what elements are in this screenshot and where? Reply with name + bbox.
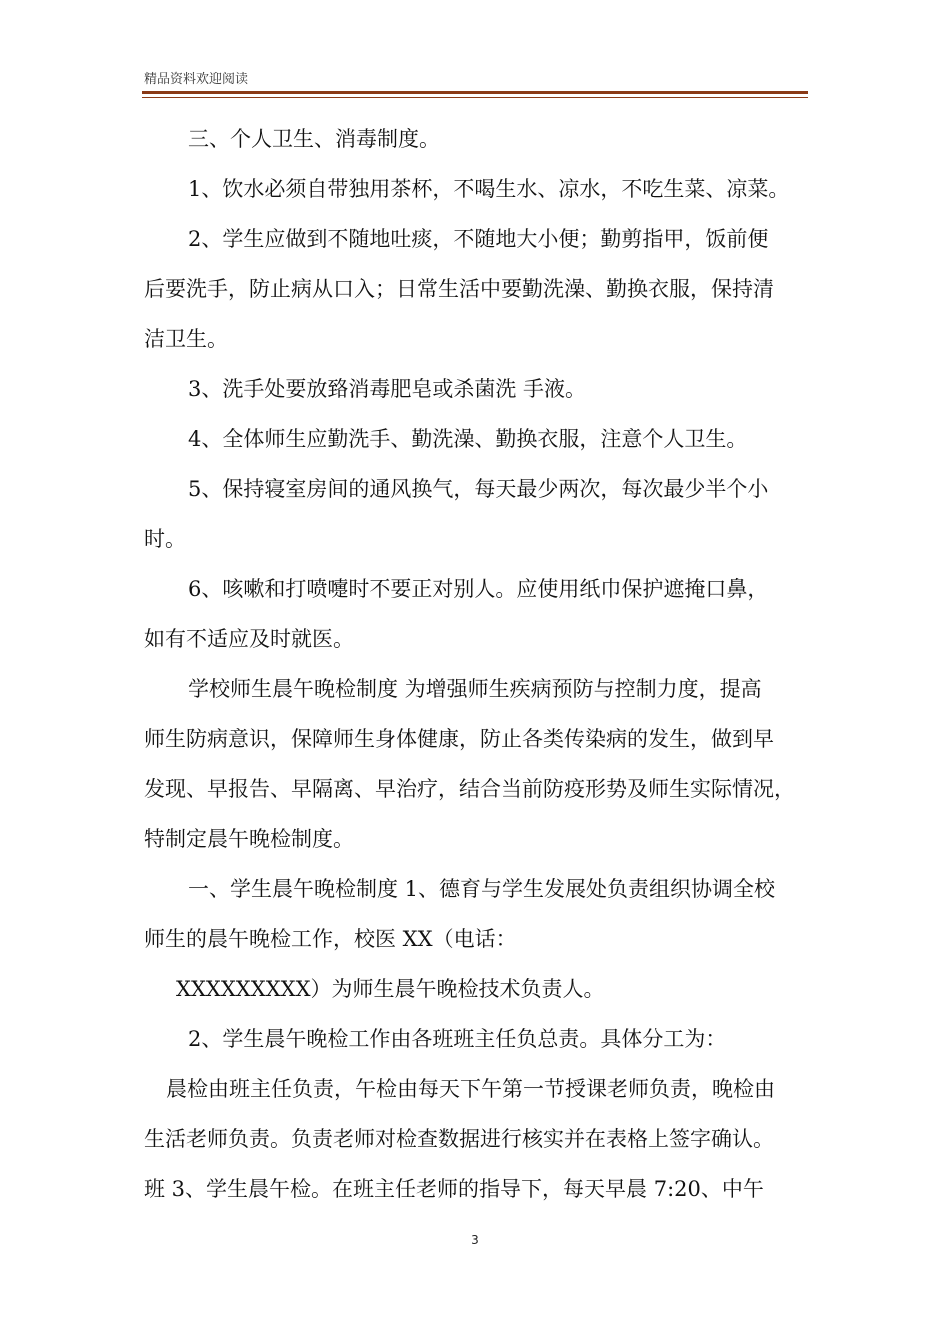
header-divider-thin <box>142 97 808 98</box>
paragraph-line: 1、饮水必须自带独用茶杯，不喝生水、凉水，不吃生菜、凉菜。 <box>188 177 790 201</box>
paragraph-line: 师生防病意识，保障师生身体健康，防止各类传染病的发生，做到早 <box>144 727 774 751</box>
paragraph-line: XXXXXXXXX）为师生晨午晚检技术负责人。 <box>176 977 605 1001</box>
paragraph-line: 生活老师负责。负责老师对检查数据进行核实并在表格上签字确认。 <box>144 1127 774 1151</box>
paragraph-line: 后要洗手，防止病从口入；日常生活中要勤洗澡、勤换衣服，保持清 <box>144 277 774 301</box>
header-divider-thick <box>142 91 808 94</box>
paragraph-line: 晨检由班主任负责，午检由每天下午第一节授课老师负责，晚检由 <box>166 1077 775 1101</box>
paragraph-line: 学校师生晨午晚检制度 为增强师生疾病预防与控制力度，提高 <box>188 677 762 701</box>
paragraph-line: 发现、早报告、早隔离、早治疗，结合当前防疫形势及师生实际情况， <box>144 777 795 801</box>
paragraph-line: 一、学生晨午晚检制度 1、德育与学生发展处负责组织协调全校 <box>188 877 776 901</box>
paragraph-line: 时。 <box>144 527 186 551</box>
paragraph-line: 三、个人卫生、消毒制度。 <box>188 127 440 151</box>
paragraph-line: 3、洗手处要放臵消毒肥皂或杀菌洗 手液。 <box>188 377 587 401</box>
paragraph-line: 师生的晨午晚检工作，校医 XX（电话： <box>144 927 517 951</box>
page-number: 3 <box>471 1233 479 1247</box>
paragraph-line: 特制定晨午晚检制度。 <box>144 827 354 851</box>
paragraph-line: 班 3、学生晨午检。在班主任老师的指导下，每天早晨 7:20、中午 <box>144 1177 764 1201</box>
paragraph-line: 5、保持寝室房间的通风换气，每天最少两次，每次最少半个小 <box>188 477 769 501</box>
paragraph-line: 洁卫生。 <box>144 327 228 351</box>
page-header: 精品资料欢迎阅读 <box>144 72 249 87</box>
paragraph-line: 4、全体师生应勤洗手、勤洗澡、勤换衣服，注意个人卫生。 <box>188 427 748 451</box>
paragraph-line: 2、学生应做到不随地吐痰，不随地大小便；勤剪指甲，饭前便 <box>188 227 769 251</box>
paragraph-line: 6、咳嗽和打喷嚏时不要正对别人。应使用纸巾保护遮掩口鼻， <box>188 577 769 601</box>
paragraph-line: 2、学生晨午晚检工作由各班班主任负总责。具体分工为： <box>188 1027 727 1051</box>
document-body <box>144 114 810 1214</box>
paragraph-line: 如有不适应及时就医。 <box>144 627 354 651</box>
